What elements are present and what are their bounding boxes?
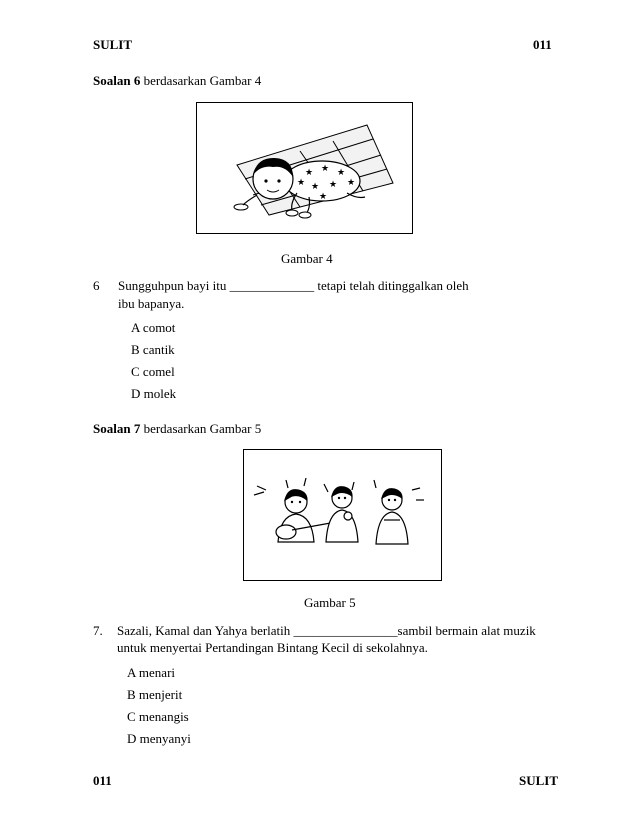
q6-intro: [93, 73, 261, 89]
q6-intro-rest: berdasarkan Gambar 4: [140, 73, 262, 88]
svg-text:★: ★: [297, 178, 306, 188]
q7-intro: [93, 421, 261, 437]
three-boys-singing-illustration: [244, 450, 441, 580]
q6-option-d[interactable]: D molek: [131, 386, 177, 401]
svg-text:★: ★: [347, 178, 356, 188]
q7-option-a[interactable]: A menari: [127, 665, 176, 680]
svg-text:★: ★: [319, 192, 328, 202]
q7-option-d[interactable]: D menyanyi: [127, 731, 191, 746]
svg-text:★: ★: [321, 164, 330, 174]
footer-code: 011: [93, 773, 112, 788]
svg-text:★: ★: [329, 180, 338, 190]
q6-option-b[interactable]: B cantik: [131, 342, 175, 357]
svg-text:★: ★: [305, 168, 314, 178]
crawling-baby-illustration: [197, 103, 412, 233]
q6-stem-line2: ibu bapanya.: [118, 296, 185, 311]
svg-text:★: ★: [311, 182, 320, 192]
figure-5-frame: [243, 449, 442, 581]
q7-intro-bold: Soalan 7: [93, 421, 141, 436]
q7-option-b[interactable]: B menjerit: [127, 687, 183, 702]
q7-intro-rest: berdasarkan Gambar 5: [140, 421, 262, 436]
figure-4-caption: Gambar 4: [281, 251, 333, 266]
q7-stem-line2: untuk menyertai Pertandingan Bintang Kecil di sekolahnya.: [117, 640, 428, 655]
q6-option-a[interactable]: A comot: [131, 320, 176, 335]
svg-text:★: ★: [337, 168, 346, 178]
q6-stem-line1: Sungguhpun bayi itu _____________ tetapi telah ditinggalkan oleh: [118, 278, 469, 293]
q7-number: 7.: [93, 623, 103, 638]
q7-option-c[interactable]: C menangis: [127, 709, 189, 724]
figure-4-frame: [196, 102, 413, 234]
header-sulit: SULIT: [93, 37, 133, 52]
header-code: 011: [533, 37, 552, 52]
q6-option-c[interactable]: C comel: [131, 364, 175, 379]
figure-5-caption: Gambar 5: [304, 595, 356, 610]
q6-number: 6: [93, 278, 100, 293]
q7-stem-line1: Sazali, Kamal dan Yahya berlatih ________________sambil bermain alat muzik: [117, 623, 536, 638]
q6-intro-bold: Soalan 6: [93, 73, 141, 88]
footer-sulit: SULIT: [519, 773, 559, 788]
